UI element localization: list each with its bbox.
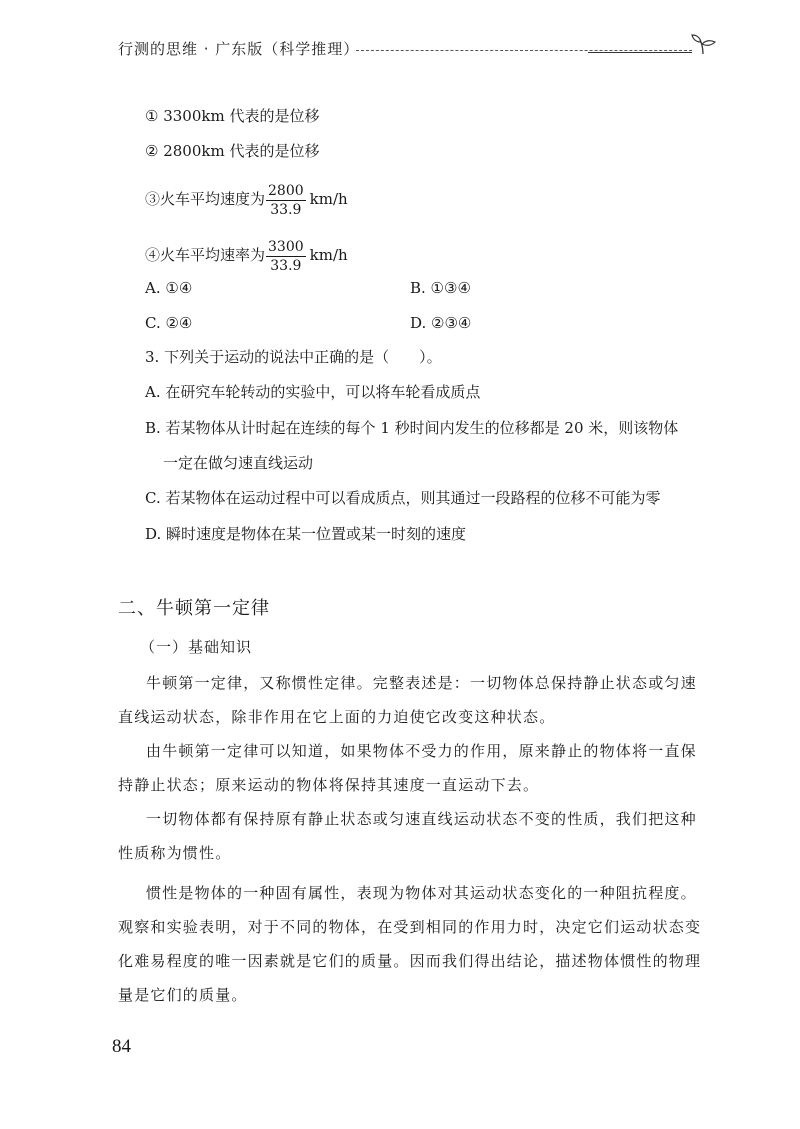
subsection-title: （一）基础知识 (140, 638, 253, 656)
fraction-4-numerator: 3300 (268, 238, 304, 255)
option-item-3 (145, 180, 348, 219)
choice-a: A. ①④ (145, 279, 193, 297)
choice-c: C. ②④ (145, 314, 193, 332)
paragraph-1 (118, 666, 712, 734)
page-number: 84 (112, 1036, 131, 1057)
paragraph-1-text: 牛顿第一定律，又称惯性定律。完整表述是：一切物体总保持静止状态或匀速直线运动状态，除非作用在它上面的力迫使它改变这种状态。 (118, 674, 697, 726)
option-item-4 (145, 236, 348, 275)
paragraph-3 (118, 802, 712, 870)
option-item-1: ① 3300km 代表的是位移 (145, 107, 320, 125)
paragraph-4 (118, 876, 712, 1012)
option-item-3-prefix: ③火车平均速度为 (145, 190, 266, 208)
fraction-4-denominator: 33.9 (270, 257, 302, 274)
fraction-3-numerator: 2800 (268, 182, 304, 199)
header-solid-rule (588, 52, 692, 53)
paragraph-2-text: 由牛顿第一定律可以知道，如果物体不受力的作用，原来静止的物体将一直保持静止状态；原来运动的物体将保持其速度一直运动下去。 (118, 742, 697, 794)
choice-b: B. ①③④ (410, 279, 471, 297)
choice-d: D. ②③④ (410, 314, 472, 332)
option-item-3-unit: km/h (309, 190, 348, 208)
question-3-option-b-line2: 一定在做匀速直线运动 (163, 454, 314, 472)
question-3-option-d: D. 瞬时速度是物体在某一位置或某一时刻的速度 (145, 525, 467, 543)
paragraph-2 (118, 734, 712, 802)
sprout-icon (688, 30, 718, 60)
option-item-4-prefix: ④火车平均速率为 (145, 246, 266, 264)
header-dashed-rule (356, 50, 692, 51)
question-3-option-a: A. 在研究车轮转动的实验中，可以将车轮看成质点 (145, 383, 481, 401)
section-title: 二、牛顿第一定律 (118, 598, 270, 619)
fraction-3-denominator: 33.9 (270, 201, 302, 218)
question-3-option-b-line1: B. 若某物体从计时起在连续的每个 1 秒时间内发生的位移都是 20 米，则该物体 (145, 419, 679, 437)
question-3-option-c: C. 若某物体在运动过程中可以看成质点，则其通过一段路程的位移不可能为零 (145, 489, 661, 507)
question-3-stem: 3. 下列关于运动的说法中正确的是（ ）。 (145, 348, 442, 366)
fraction-4 (266, 238, 306, 275)
option-item-4-unit: km/h (309, 246, 348, 264)
running-header (118, 30, 718, 64)
header-title: 行测的思维 · 广东版（科学推理） (118, 40, 360, 58)
paragraph-3-text: 一切物体都有保持原有静止状态或匀速直线运动状态不变的性质，我们把这种性质称为惯性。 (118, 810, 697, 862)
option-item-2: ② 2800km 代表的是位移 (145, 142, 320, 160)
paragraph-4-text: 惯性是物体的一种固有属性，表现为物体对其运动状态变化的一种阻抗程度。观察和实验表明，对于不同的物体，在受到相同的作用力时，决定它们运动状态变化难易程度的唯一因素就是它们的质量。因而我们得出结论，描述物体惯性的物理量是它们的质量。 (118, 884, 702, 1004)
fraction-3 (266, 182, 306, 219)
